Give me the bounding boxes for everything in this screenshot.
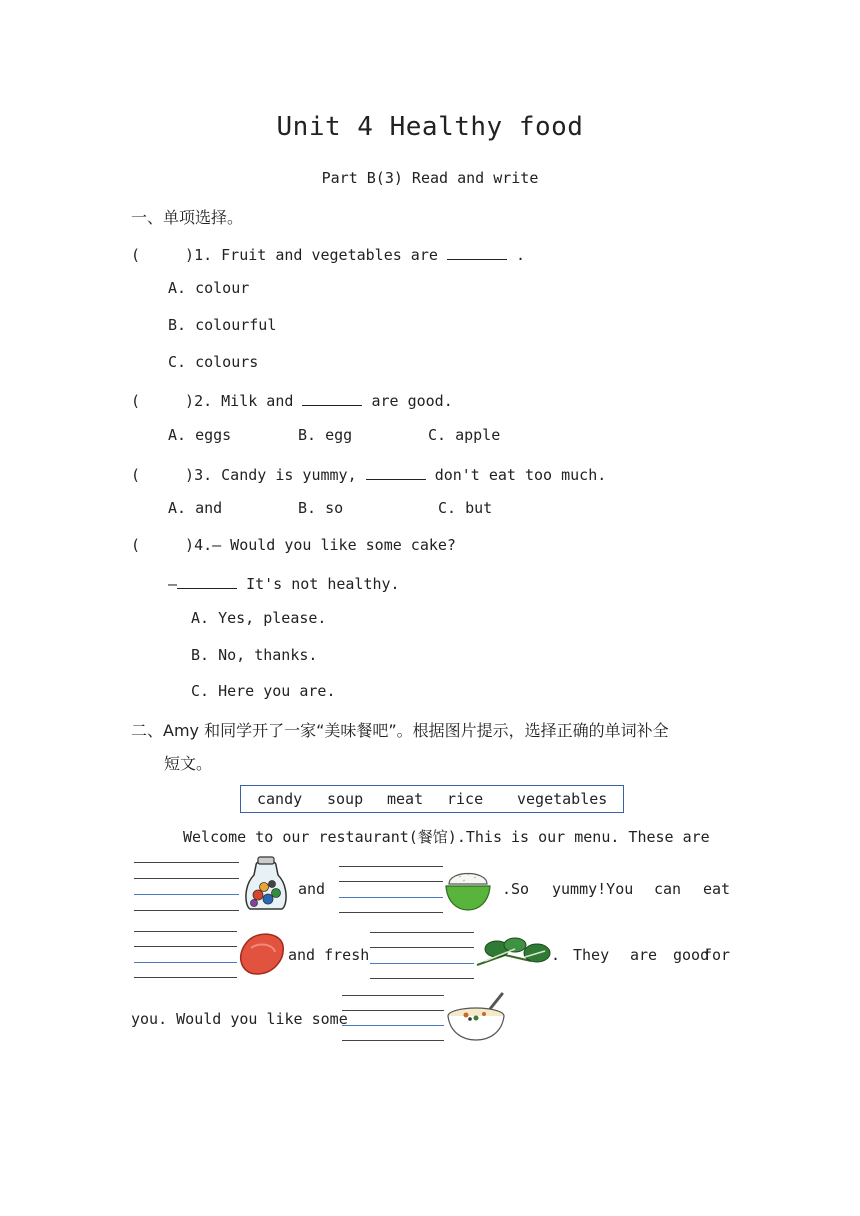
writing-line xyxy=(134,862,239,863)
rice-bowl-icon xyxy=(443,862,493,914)
candy-jar-icon xyxy=(242,855,290,913)
writing-line xyxy=(339,881,443,882)
option[interactable]: A. and xyxy=(168,499,223,517)
writing-line xyxy=(339,912,443,913)
passage-word: . xyxy=(551,946,561,964)
answer-paren-open: ( xyxy=(131,246,141,264)
writing-line xyxy=(134,910,239,911)
word-bank-item: rice xyxy=(447,790,484,808)
word-bank-item: vegetables xyxy=(517,790,608,808)
page-title: Unit 4 Healthy food xyxy=(276,112,584,142)
option[interactable]: A. eggs xyxy=(168,426,232,444)
passage-line-4: you. Would you like some xyxy=(131,1010,348,1028)
writing-line xyxy=(342,1010,444,1011)
section2-heading: 二、Amy 和同学开了一家“美味餐吧”。根据图片提示，选择正确的单词补全 xyxy=(131,721,669,740)
option[interactable]: C. apple xyxy=(428,426,501,444)
writing-line xyxy=(342,1040,444,1041)
passage-word: and fresh xyxy=(288,946,370,964)
passage-word: for xyxy=(703,946,731,964)
passage-word: can xyxy=(654,880,682,898)
writing-line xyxy=(134,946,237,947)
passage-word: They xyxy=(573,946,610,964)
writing-line xyxy=(370,978,474,979)
writing-line xyxy=(134,931,237,932)
writing-line xyxy=(370,932,474,933)
passage-word: yummy!You xyxy=(552,880,634,898)
passage-word: eat xyxy=(703,880,731,898)
question-stem: 1. Fruit and vegetables are xyxy=(194,246,438,264)
option[interactable]: A. colour xyxy=(168,279,250,297)
passage-word: .So xyxy=(502,880,530,898)
writing-line-baseline[interactable] xyxy=(134,894,239,895)
question-2: ( )2. Milk and are good. xyxy=(131,389,453,410)
option[interactable]: A. Yes, please. xyxy=(191,609,327,627)
meat-icon xyxy=(237,930,287,978)
fill-blank[interactable] xyxy=(302,389,362,406)
writing-line-baseline[interactable] xyxy=(134,962,237,963)
question-3: ( )3. Candy is yummy, don't eat too much. xyxy=(131,463,606,484)
option[interactable]: B. No, thanks. xyxy=(191,646,318,664)
question-4-reply: — It's not healthy. xyxy=(168,572,400,593)
option[interactable]: B. colourful xyxy=(168,316,277,334)
writing-line xyxy=(134,878,239,879)
section2-heading-cont: 短文。 xyxy=(164,754,213,773)
option[interactable]: C. Here you are. xyxy=(191,682,336,700)
section1-heading: 一、单项选择。 xyxy=(131,208,244,227)
passage-word: good xyxy=(673,946,710,964)
word-bank xyxy=(240,785,624,813)
writing-line xyxy=(342,995,444,996)
page-subtitle: Part B(3) Read and write xyxy=(321,169,539,187)
writing-line-baseline[interactable] xyxy=(339,897,443,898)
fill-blank[interactable] xyxy=(177,572,237,589)
word-bank-item: soup xyxy=(327,790,364,808)
word-bank-item: candy xyxy=(257,790,303,808)
option[interactable]: B. egg xyxy=(298,426,353,444)
option[interactable]: B. so xyxy=(298,499,344,517)
option[interactable]: C. colours xyxy=(168,353,259,371)
fill-blank[interactable] xyxy=(366,463,426,480)
question-1: ( )1. Fruit and vegetables are . xyxy=(131,243,525,264)
passage-word: and xyxy=(298,880,326,898)
vegetables-icon xyxy=(475,935,553,971)
passage-line-1: Welcome to our restaurant(餐馆).This is our menu. These are xyxy=(183,828,710,846)
word-bank-item: meat xyxy=(387,790,424,808)
question-4: ( )4.— Would you like some cake? xyxy=(131,536,456,554)
writing-line xyxy=(370,947,474,948)
option[interactable]: C. but xyxy=(438,499,493,517)
passage-word: are xyxy=(630,946,658,964)
writing-line-baseline[interactable] xyxy=(370,963,474,964)
writing-line xyxy=(339,866,443,867)
fill-blank[interactable] xyxy=(447,243,507,260)
writing-line-baseline[interactable] xyxy=(342,1025,444,1026)
soup-bowl-icon xyxy=(446,992,508,1042)
writing-line xyxy=(134,977,237,978)
